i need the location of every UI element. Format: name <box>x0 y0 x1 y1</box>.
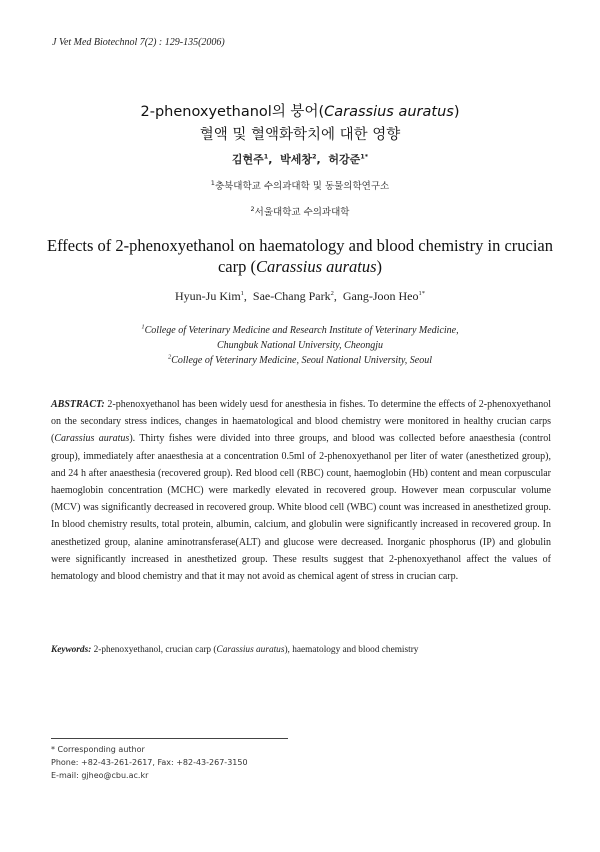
abstract-text-b: ). Thirty fishes were divided into three groups, and blood was collected before anaesthesia (control group), immediately after anaesthesia at a concentration 0.5ml of 2-phenoxyethanol per liter of water (anesthetized group), and 24 h after anaesthesia (recovered group). Red blood cell (RBC) count, haemoglobin (Hb) content and mean corpuscular haemoglobin concentration (MCHC) were markedly elevated in recovered group. However mean corpuscular volume (MCV) was significantly decreased in recovered group. White blood cell (WBC) count was increased in anesthetized group. In blood chemistry results, total protein, albumin, calcium, and globulin were significantly increased in recovered group. In anesthetized group, alanine aminotransferase(ALT) and glucose were decreased. Inorganic phosphorus (IP) and globulin were significantly increased in anesthetized group. These results suggest that 2-phenoxyethanol affect the values of hematology and blood chemistry and that it may not avoid as chemical agent of stress in crucian carp. <box>51 433 551 583</box>
english-affiliation-1-line2: Chungbuk National University, Cheongju <box>216 340 384 351</box>
korean-affiliation-2 <box>0 204 600 218</box>
affiliation-text: College of Veterinary Medicine and Research Institute of Veterinary Medicine, <box>144 325 459 336</box>
affiliation-sup: 2 <box>167 353 172 361</box>
running-header: J Vet Med Biotechnol 7(2) : 129-135(2006) <box>52 37 225 48</box>
korean-author: 김현주 <box>231 153 264 166</box>
footnote-corresponding: * Corresponding author <box>51 745 145 754</box>
affiliation-sup: 2 <box>250 204 255 213</box>
keywords-species: Carassius auratus <box>216 645 285 655</box>
affiliation-sup: 1 <box>210 178 215 187</box>
korean-title-species: Carassius auratus <box>324 104 454 120</box>
english-title-species: Carassius auratus <box>255 257 377 276</box>
korean-title-line1 <box>0 100 600 121</box>
english-title-text-a: Effects of 2-phenoxyethanol on haematology and blood chemistry in crucian carp ( <box>46 236 553 276</box>
keywords-text-a: 2-phenoxyethanol, crucian carp ( <box>91 645 217 655</box>
abstract-text-a: 2-phenoxyethanol has been widely uesd for anesthesia in fishes. To determine the effects of 2-phenoxyethanol on the secondary stress indices, changes in haematological and blood chemistry were monitored in healthy crucian carps ( <box>51 399 551 445</box>
affiliation-text: 서울대학교 수의과대학 <box>254 207 350 218</box>
footnote-email: E-mail: gjheo@cbu.ac.kr <box>51 771 149 780</box>
english-author: Hyun-Ju Kim <box>175 289 241 303</box>
korean-author-sup: 1 <box>263 152 269 161</box>
english-title-text-b: ) <box>376 257 383 276</box>
korean-author-sup: 1* <box>360 152 369 161</box>
english-author-sup: 1 <box>240 290 244 297</box>
korean-author: 박세창 <box>280 153 312 166</box>
english-author-sup: 1* <box>418 290 425 297</box>
affiliation-sup: 1 <box>141 323 145 331</box>
korean-title-text-a: 2-phenoxyethanol의 붕어( <box>140 104 325 120</box>
abstract <box>51 396 551 585</box>
english-authors: Hyun-Ju Kim$^1$, Sae-Chang Park$^2$, Gang-Joon Heo$^{1*}$ <box>175 289 425 303</box>
korean-title-line2: 혈액 및 혈액화학치에 대한 영향 <box>199 127 401 143</box>
abstract-label: ABSTRACT: <box>51 399 105 410</box>
affiliation-text: 충북대학교 수의과대학 및 동물의학연구소 <box>214 181 390 192</box>
korean-authors: 김현주$^1$, 박세창$^2$, 허강준$^{1*}$ <box>231 152 369 166</box>
english-affiliation-1 <box>0 325 600 336</box>
english-author-sup: 2 <box>330 290 334 297</box>
english-affiliation-2 <box>0 355 600 366</box>
keywords-label: Keywords: <box>51 645 92 655</box>
footnote-divider <box>51 738 288 739</box>
korean-title-text-b: ) <box>453 104 460 120</box>
english-author: Gang-Joon Heo <box>342 289 419 303</box>
keywords-text-b: ), haematology and blood chemistry <box>284 645 419 655</box>
korean-author-sup: 2 <box>311 152 317 161</box>
footnote-phone: Phone: +82-43-261-2617, Fax: +82-43-267-3150 <box>51 758 248 767</box>
keywords <box>51 645 551 655</box>
korean-author: 허강준 <box>328 153 361 166</box>
english-title <box>40 235 560 277</box>
abstract-species: Carassius auratus <box>54 433 130 445</box>
korean-affiliation-1 <box>0 178 600 192</box>
affiliation-text: College of Veterinary Medicine, Seoul National University, Seoul <box>171 355 433 366</box>
english-author: Sae-Chang Park <box>252 289 331 303</box>
